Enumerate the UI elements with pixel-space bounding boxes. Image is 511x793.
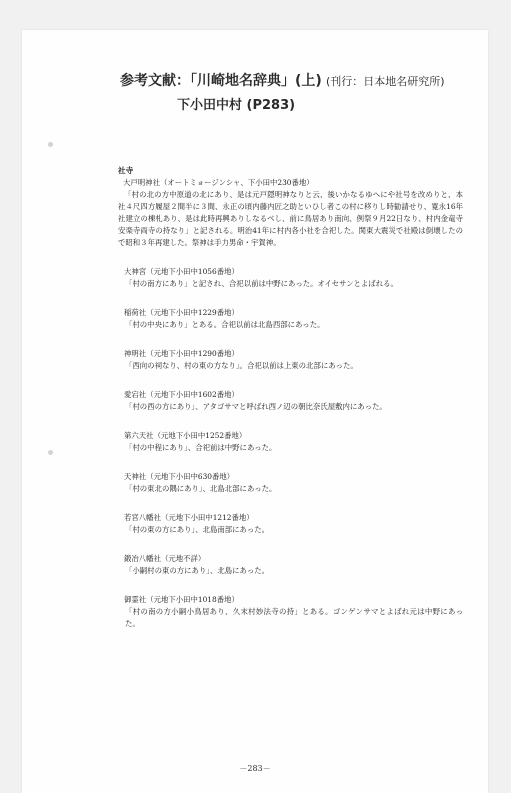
shrine-description: 「村の東北の隅にあり」、北島北部にあった。 — [125, 484, 277, 493]
main-shrine-description: 「村の北の方中原道の北にあり、是は元戸隠明神なりと云、後いかなるゆへにや社号を改めりと、本社４尺四方履屋２間半に３間、永正の頃内藤内匠之助といひし者この村に移りし時勧請せり、寛永16年社建立の棟札あり、是は此時再興ありしなるべし、前に鳥居あり南向、例祭９月22日なり、村内金竜寺安楽寺両寺の持なり」と記される。明治41年に村内各小社を合祀した。関東大震災で社殿は倒壊したので昭和３年再建した。祭神は手力男命・宇賀神。 — [118, 190, 463, 247]
shrine-entry — [118, 266, 463, 290]
main-shrine-name: 大戸明神社（オートミョージンシャ、下小田中230番地） — [123, 178, 314, 187]
shrine-name: 大神宮（元地下小田中1056番地） — [124, 267, 239, 276]
shrine-description: 「西向の祠なり、村の東の方なり」。合祀以前は上東の北部にあった。 — [125, 361, 358, 370]
document-page — [22, 30, 488, 793]
shrine-description: 「村の南方にあり」と記され、合祀以前は中野にあった。オイセサンとよばれる。 — [125, 279, 398, 288]
shrine-name: 御霊社（元地下小田中1018番地） — [124, 595, 239, 604]
shrine-entry — [118, 512, 463, 536]
village-subtitle: 下小田中村 (P283) — [177, 98, 296, 113]
shrine-description: 「小嗣村の東の方にあり」、北島にあった。 — [125, 566, 270, 575]
shrine-entry — [118, 553, 463, 577]
shrine-name: 天神社（元地下小田中630番地） — [124, 472, 235, 481]
shrine-name: 愛宕社（元地下小田中1602番地） — [124, 390, 239, 399]
shrine-entry — [118, 430, 463, 454]
shrine-name: 第六天社（元地下小田中1252番地） — [124, 431, 247, 440]
shrine-entry — [118, 389, 463, 413]
shrine-entry — [118, 471, 463, 495]
publisher-note: (刊行：日本地名研究所) — [326, 75, 445, 88]
shrine-description: 「村の西の方にあり」、アタゴサマと呼ばれ西ノ辺の朝比奈氏屋敷内にあった。 — [125, 402, 387, 411]
shrine-name: 神明社（元地下小田中1290番地） — [124, 349, 239, 358]
reference-title: 参考文献：「川崎地名辞典」(上) — [120, 73, 322, 89]
section-title: 社寺 — [118, 166, 134, 175]
page-number: －283－ — [239, 764, 271, 773]
shrine-description: 「村の南の方小嗣小鳥居あり、久末村妙法寺の持」とある。ゴンゲンサマとよばれ元は中野にあった。 — [125, 607, 463, 628]
punch-hole-mark — [48, 450, 53, 455]
header — [120, 70, 480, 92]
shrine-entry — [118, 348, 463, 372]
shrine-name: 鍛冶八幡社（元地不詳） — [124, 554, 206, 563]
shrine-description: 「村の中央にあり」とある。合祀以前は北島西部にあった。 — [125, 320, 325, 329]
shrine-name: 稲荷社（元地下小田中1229番地） — [124, 308, 239, 317]
shrine-description: 「村の東の方にあり」、北島南部にあった。 — [125, 525, 270, 534]
shrine-entry — [118, 594, 463, 630]
shrine-entry — [118, 307, 463, 331]
punch-hole-mark — [48, 142, 53, 147]
shrine-name: 若宮八幡社（元地下小田中1212番地） — [124, 513, 254, 522]
shrine-description: 「村の中程にあり」、合祀前は中野にあった。 — [125, 443, 277, 452]
shrines-section — [118, 165, 463, 630]
